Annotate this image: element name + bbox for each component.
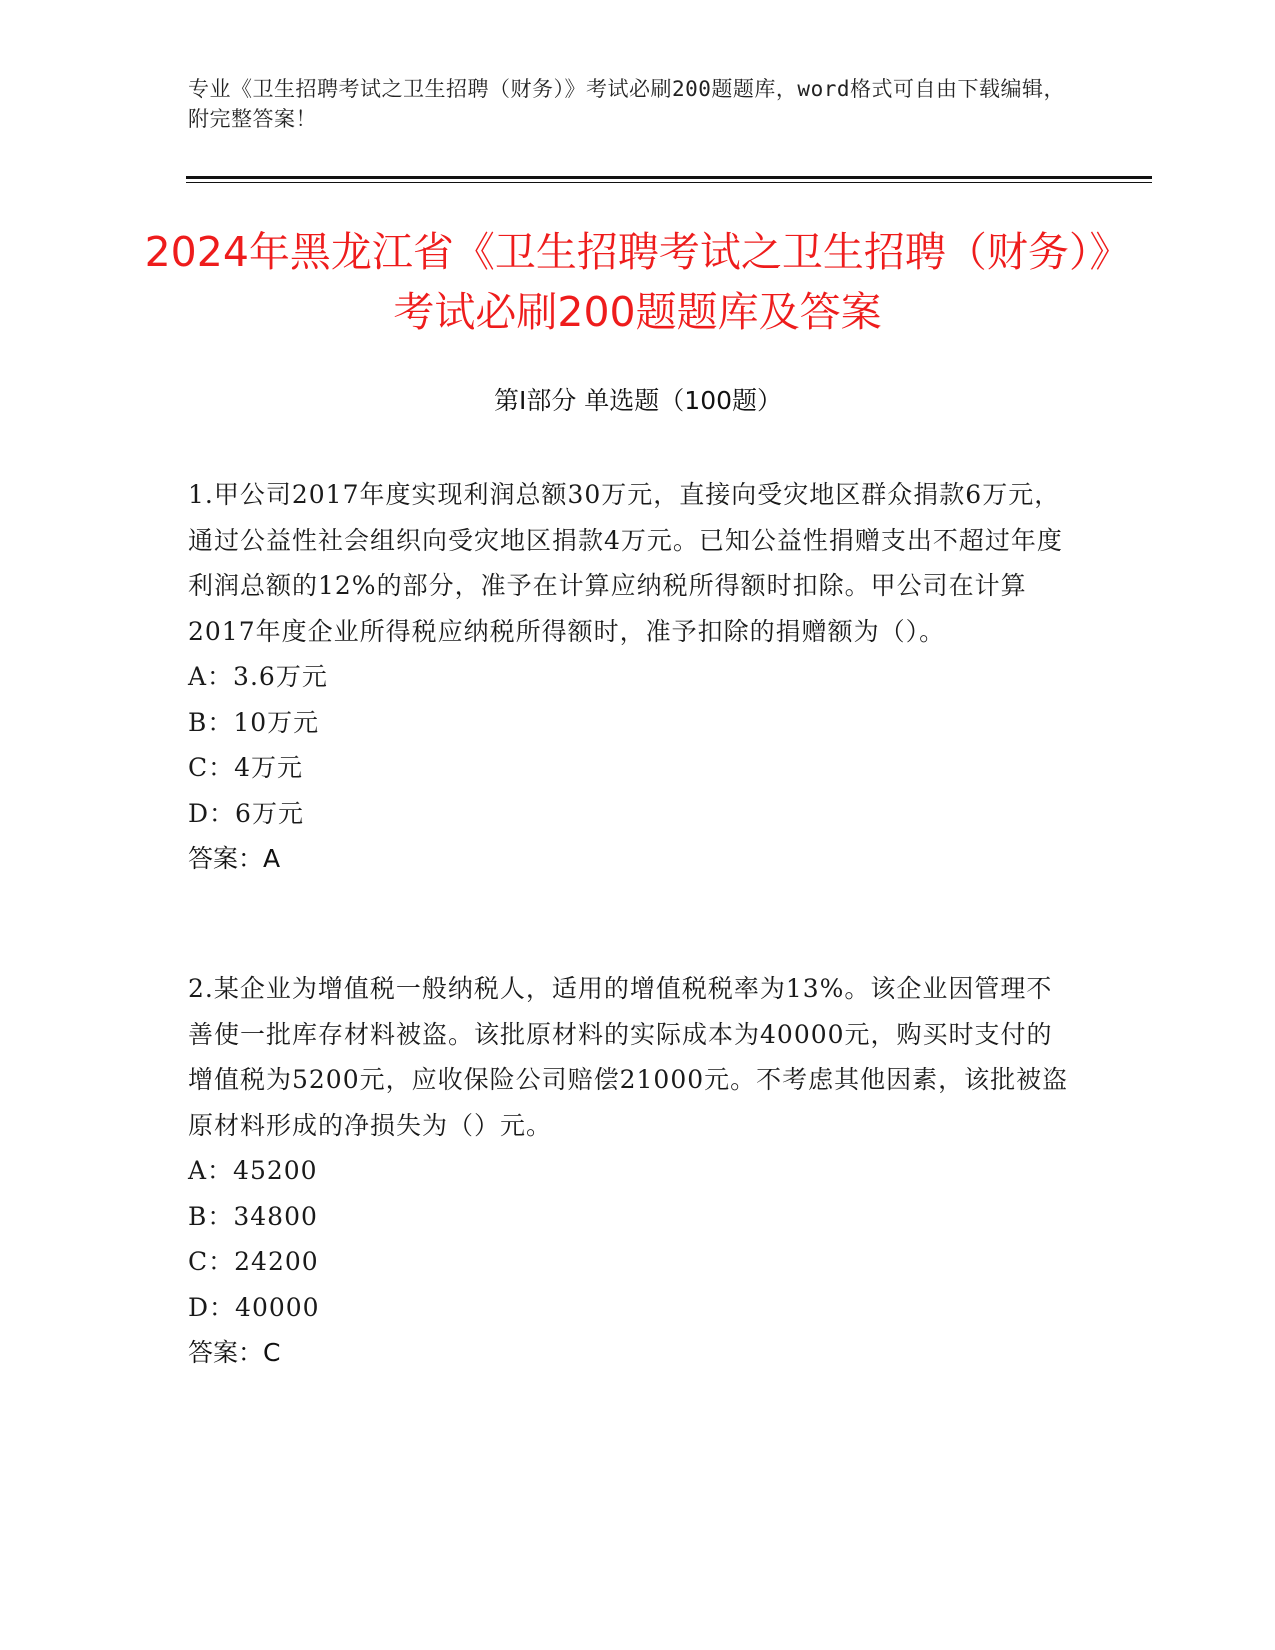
option-d: D：40000 [188, 1292, 320, 1322]
option-c: C：4万元 [188, 753, 304, 782]
question-options [188, 1148, 1078, 1330]
section-title: 第Ⅰ部分 单选题（100题） [493, 386, 783, 415]
question-stem: 2.某企业为增值税一般纳税人，适用的增值税税率为13%。该企业因管理不善使一批库存材料被盗。该批原材料的实际成本为40000元，购买时支付的增值税为5200元，应收保险公司赔偿21000元。不考虑其他因素，该批被盗原材料形成的净损失为（）元。 [188, 974, 1069, 1140]
question-1 [188, 472, 1078, 882]
option-c: C：24200 [188, 1247, 319, 1276]
question-answer: 答案：C [188, 1338, 281, 1367]
header-divider-thick [186, 176, 1152, 179]
option-a: A：45200 [188, 1156, 318, 1185]
question-answer: 答案：A [188, 844, 281, 873]
option-a: A：3.6万元 [188, 662, 328, 691]
question-stem: 1.甲公司2017年度实现利润总额30万元，直接向受灾地区群众捐款6万元，通过公益性社会组织向受灾地区捐款4万元。已知公益性捐赠支出不超过年度利润总额的12%的部分，准予在计算应纳税所得额时扣除。甲公司在计算2017年度企业所得税应纳税所得额时，准予扣除的捐赠额为（）。 [188, 480, 1063, 646]
header-note: 专业《卫生招聘考试之卫生招聘（财务）》考试必刷200题题库，word格式可自由下载编辑，附完整答案！ [188, 77, 1065, 131]
question-options [188, 654, 1078, 836]
option-d: D：6万元 [188, 798, 304, 828]
option-b: B：34800 [188, 1201, 318, 1231]
document-title: 2024年黑龙江省《卫生招聘考试之卫生招聘（财务）》考试必刷200题题库及答案 [144, 228, 1131, 336]
header-divider-thin [186, 182, 1152, 183]
question-2 [188, 966, 1078, 1376]
option-b: B：10万元 [188, 707, 320, 737]
